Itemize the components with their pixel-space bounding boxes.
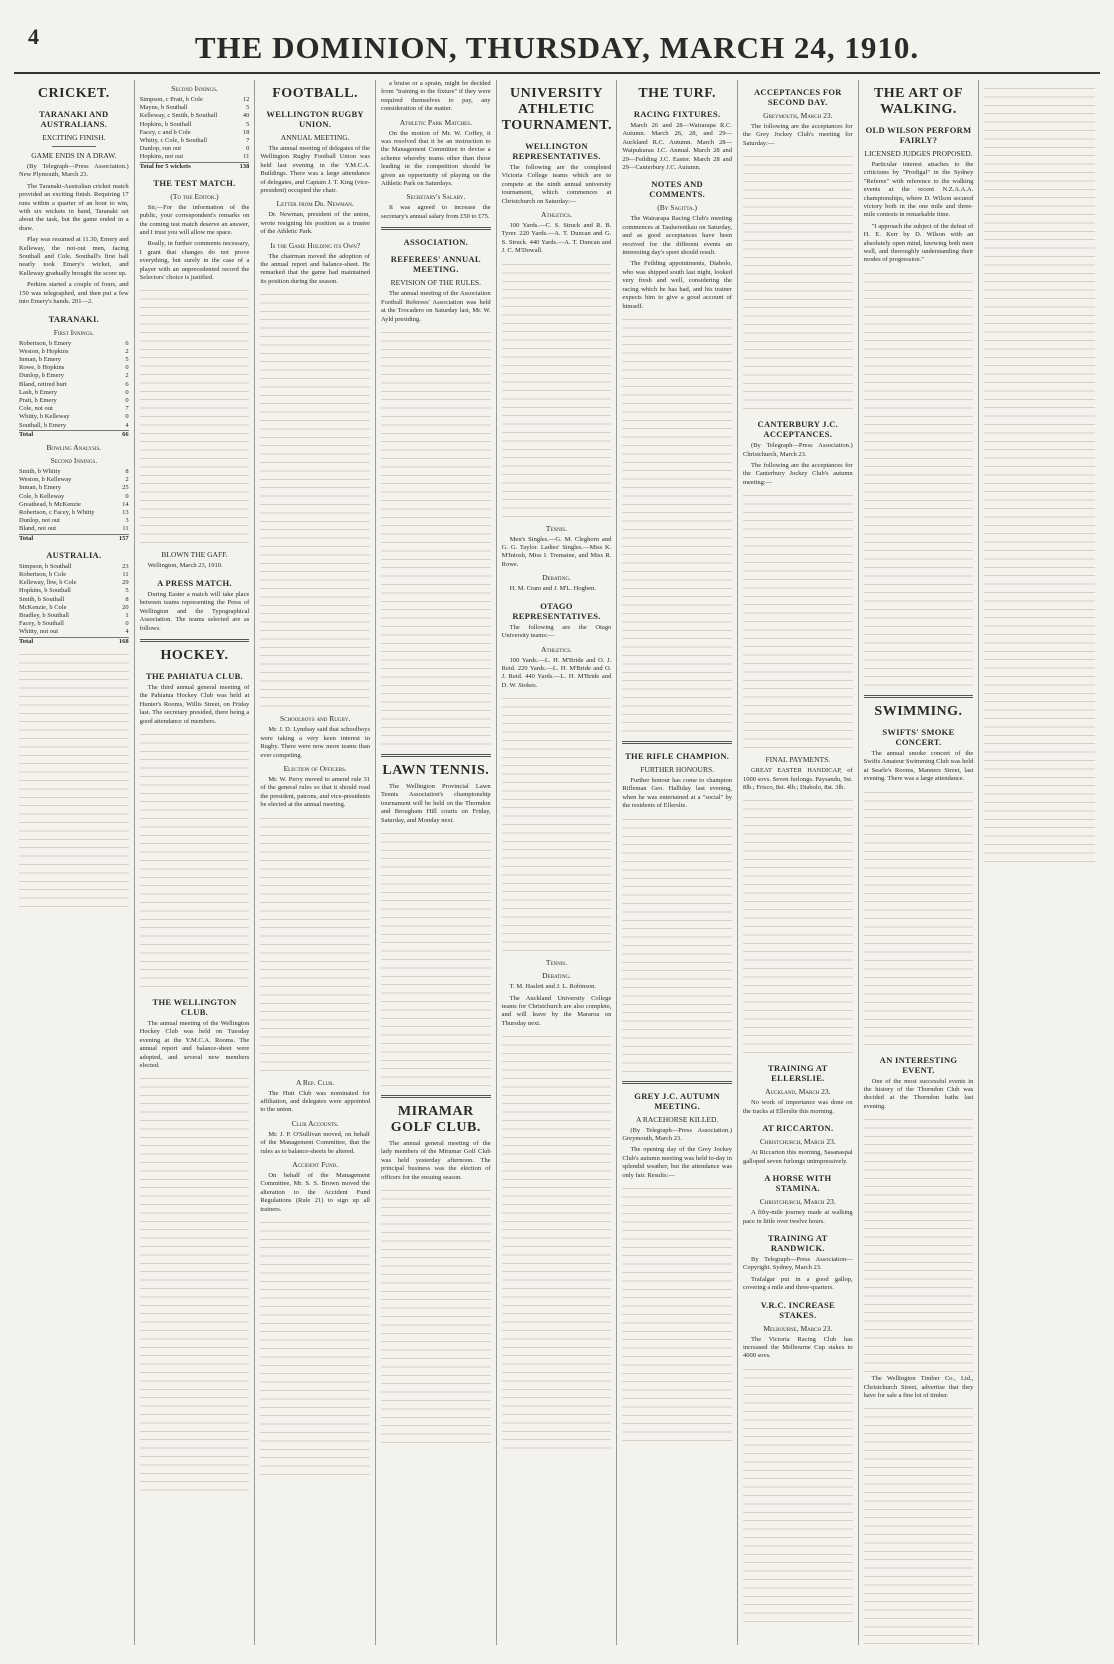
dateline: Melbourne, March 23.	[763, 1323, 833, 1333]
subhead-further-honours: FURTHER HONOURS.	[640, 764, 715, 774]
text-column-continuation	[19, 650, 129, 910]
text-column-continuation	[743, 1365, 853, 1625]
column-4	[376, 80, 497, 1645]
subhead-schoolboys: Schoolboys and Rugby.	[279, 714, 351, 724]
article-paragraph: The Taranaki-Australian cricket match provided an exciting finish. Requiring 17 runs within a quarter of an hour to win, with six wickets in hand, Taranaki set about the task, but the game ended in a draw.	[19, 182, 129, 232]
article-paragraph: During Easter a match will take place between teams representing the Press of Wellington and the Typographical Association. The teams selected are as follows.	[139, 590, 250, 632]
article-paragraph: T. M. Haslett and J. L. Robinson.	[509, 983, 597, 991]
article-paragraph: One of the most successful events in the history of the Thorndon Club was decided at the Thorndon baths last evening.	[863, 1077, 974, 1110]
section-divider	[381, 754, 491, 757]
article-paragraph: No work of importance was done on the tracks at Ellerslie this morning.	[742, 1099, 853, 1115]
article-paragraph: The Wellington Provincial Lawn Tennis Association's championship tournament will be held on the Thorndon and Brougham Hill courts on Friday, Saturday, and Monday next.	[380, 782, 491, 824]
heading-pahiatua-club: THE PAHIATUA CLUB.	[146, 670, 243, 681]
table-row: Whitty, not out 4	[19, 628, 129, 636]
table-row: Bradley, b Southall 1	[19, 611, 129, 619]
heading-australia-scores: AUSTRALIA.	[46, 549, 102, 560]
text-column-continuation	[864, 269, 974, 689]
letter-signoff: BLOWN THE GAFF.	[161, 550, 228, 560]
heading-referees: REFEREES' ANNUAL MEETING.	[390, 254, 481, 275]
column-1	[14, 80, 135, 1645]
section-hockey: HOCKEY.	[160, 647, 229, 663]
text-column-continuation	[743, 796, 853, 1056]
article-paragraph: The opening day of the Grey Jockey Club's autumn meeting was held to-day in splendid weather, but the attendance was only fair. Results:—	[622, 1146, 732, 1179]
article-paragraph: The annual meeting of the Wellington Hockey Club was held on Tuesday evening at the Y.M.C.A. Rooms. The annual report and balance-sheet were adopted, and several new members elected.	[139, 1019, 250, 1069]
article-paragraph: The annual meeting of delegates of the Wellington Rugby Football Union was held last evening in the Y.M.C.A. Buildings. There was a large attendance of delegates, and Captain J. T. King (vice-president) occupied the chair.	[260, 145, 370, 195]
text-column-continuation	[743, 152, 853, 412]
article-paragraph: H. M. Cram and J. M'L. Hogben.	[509, 585, 596, 593]
text-column-continuation	[140, 286, 250, 546]
section-cricket: CRICKET.	[37, 86, 110, 101]
masthead	[14, 22, 1100, 74]
subhead-to-editor: (To the Editor.)	[170, 191, 219, 201]
article-paragraph: 100 Yards.—L. H. M'Bride and O. J. Reid. 220 Yards.—L. H. M'Bride and O. J. Reid. 440 Yards.—L. H. M'Bride and D. W. Stokes.	[501, 656, 612, 689]
text-column-continuation	[622, 815, 732, 1075]
dateline: Christchurch, March 23.	[759, 1137, 836, 1147]
subhead-exciting: EXCITING FINISH.	[42, 133, 106, 142]
text-column-continuation	[984, 84, 1095, 864]
text-column-continuation	[502, 1032, 612, 1452]
heading-rifle-champion: THE RIFLE CHAMPION.	[625, 750, 730, 761]
section-lawn-tennis: LAWN TENNIS.	[382, 762, 490, 778]
table-row: Pratt, b Emery 0	[19, 396, 129, 404]
dateline: Christchurch, March 23.	[759, 1197, 836, 1207]
article-paragraph: The annual smoke concert of the Swifts Amateur Swimming Club was held at Searle's Rooms, Manners Street, last evening. There was a large attendance.	[863, 749, 974, 783]
table-total-row: Total for 5 wickets 138	[139, 162, 250, 170]
section-divider	[140, 639, 250, 642]
subhead-bowling: Bowling Analysis.	[46, 442, 102, 452]
table-total-row: Total 66	[19, 430, 129, 438]
article-paragraph: Men's Singles.—G. M. Cleghorn and G. G. Taylor. Ladies' Singles.—Miss K. M'Intosh, Miss I. Tremaine, and Miss R. Rowe.	[501, 535, 612, 568]
text-column-continuation	[381, 1186, 491, 1446]
article-paragraph: On the motion of Mr. W. Coffey, it was resolved that it be an instruction to the Management Committee to devise a scheme whereby teams other than those leading in the competition should be given an opportunity of playing on the Athletic Park on Saturdays.	[380, 129, 491, 188]
article-paragraph: Trafalgar put in a good gallop, covering a mile and three-quarters.	[742, 1275, 853, 1292]
text-column-continuation	[622, 1184, 732, 1444]
text-column-continuation	[260, 1218, 370, 1478]
text-column-continuation	[864, 1404, 974, 1645]
subhead-rep-club: A Rep. Club.	[295, 1077, 335, 1087]
table-row: Cole, b Kelleway 0	[19, 492, 129, 500]
article-paragraph: The chairman moved the adoption of the annual report and balance-sheet. He remarked that the game had maintained its position during the season.	[260, 252, 370, 285]
table-row: Robertson, b Emery 6	[19, 339, 129, 347]
section-divider	[381, 1095, 491, 1098]
table-row: Mayne, b Southall 5	[139, 104, 250, 112]
article-paragraph: The Feilding appointments, Diabolo, who was shipped south last night, looked very fresh and well, considering the racing which he has had, and his trainer expects him to give a good account of himself.	[622, 260, 732, 310]
column-6	[617, 80, 738, 1645]
article-paragraph: It was agreed to increase the secretary's annual salary from £50 to £75.	[380, 204, 491, 220]
subhead-racehorse-killed: A RACEHORSE KILLED.	[636, 1114, 719, 1124]
table-row: Bland, retired hurt 6	[19, 380, 129, 388]
article-paragraph: The following are the acceptances for the Canterbury Jockey Club's autumn meeting:—	[742, 462, 853, 486]
subhead-otago-tennis: Tennis.	[545, 958, 568, 968]
section-divider	[622, 741, 732, 744]
byline: By Telegraph—Press Association—Copyright. Sydney, March 23.	[742, 1255, 853, 1272]
table-row: Hopkins, b Southall 5	[19, 587, 129, 595]
table-row: Rowe, b Hopkins 0	[19, 364, 129, 372]
article-paragraph: GREAT EASTER HANDICAP, of 1000 sovs. Seven furlongs. Paysandu, 9st. 8lb.; Frisco, 8st. 4lb.; Diabolo, 8st. 3lb.	[742, 767, 853, 792]
section-swimming: SWIMMING.	[874, 703, 963, 719]
table-row: Southall, b Emery 4	[19, 421, 129, 429]
page-number: 4	[28, 24, 39, 49]
heading-canterbury: CANTERBURY J.C. ACCEPTANCES.	[757, 419, 839, 440]
subhead-licensed-judges: LICENSED JUDGES PROPOSED.	[864, 149, 973, 158]
text-column-continuation	[260, 290, 370, 710]
text-column-continuation	[622, 315, 732, 735]
article-paragraph: Sir,—For the information of the public, your correspondent's remarks on the coming test match deserve an answer, and I trust you will allow me space.	[139, 203, 250, 237]
article-paragraph: Really, in further comments necessary, I grant that changes do not prove everything, but surely in the case of a player with an unprecedented record the Selectors' choice is justified.	[139, 240, 250, 282]
table-row: Kelleway, lbw, b Cole 29	[19, 579, 129, 587]
table-row: Inman, b Emery 25	[19, 484, 129, 492]
heading-otago: OTAGO REPRESENTATIVES.	[512, 600, 601, 621]
subhead-draw: GAME ENDS IN A DRAW.	[31, 151, 117, 160]
subhead-annual-meeting: ANNUAL MEETING.	[280, 133, 350, 142]
table-row: Whitty, b Kelleway 0	[19, 413, 129, 421]
article-paragraph: The Victoria Racing Club has increased the Melbourne Cup stakes to 4000 sovs.	[742, 1335, 853, 1360]
heading-riccarton: AT RICCARTON.	[762, 1123, 834, 1134]
section-divider	[864, 695, 974, 698]
table-row: Whitty, c Cole, b Southall 7	[139, 137, 250, 145]
columns	[14, 80, 1100, 1645]
table-total-row: Total 157	[19, 534, 129, 542]
article-paragraph: The annual meeting of the Association Football Referees' Association was held at the Trocadero on Saturday last, Mr. W. Ayld presiding.	[380, 290, 491, 323]
heading-racing-fixtures: RACING FIXTURES.	[633, 109, 721, 119]
text-column-continuation	[260, 814, 370, 1074]
subhead-letter: Letter from Dr. Newman.	[276, 199, 354, 209]
subhead-debating: Debating.	[542, 573, 571, 583]
table-row: Lash, b Emery 0	[19, 388, 129, 396]
table-row: Simpson, c Pratt, b Cole 12	[139, 96, 250, 103]
table-row: Dunlop, run out 0	[139, 145, 250, 153]
table-row: Hopkins, b Southall 5	[139, 120, 250, 128]
table-row: Weston, b Kelleway 2	[19, 476, 129, 484]
byline: (By Telegraph—Press Association.) Christchurch, March 23.	[742, 442, 853, 458]
subhead-second-innings: Second Innings.	[171, 84, 218, 93]
table-row: Inman, b Emery 5	[19, 355, 129, 363]
text-column-continuation	[864, 1115, 974, 1375]
subhead-by-sagitta: (By Sagitta.)	[657, 203, 698, 213]
article-paragraph: Mr. W. Perry moved to amend rule 31 of the general rules so that it should read the president, patrons, and vice-presidents be elected at the annual meeting.	[260, 775, 370, 809]
dateline: Greymouth, March 23.	[763, 111, 833, 120]
headline-wellington-reps: WELLINGTON REPRESENTATIVES.	[512, 141, 601, 161]
column-5	[497, 80, 618, 1645]
table-row: Dunlop, not out 3	[19, 517, 129, 525]
subhead-athletic-park: Athletic Park Matches.	[399, 117, 472, 127]
article-paragraph: Play was resumed at 11.30, Emery and Kelleway, the not-out men, facing Southall and Cole. Southall's first ball nearly took Emery's wicket, and Kelleway gradually brought the score up.	[19, 236, 129, 277]
subhead-second-innings: Second Innings.	[50, 455, 98, 465]
section-university-athletic: UNIVERSITY ATHLETIC TOURNAMENT.	[501, 86, 613, 133]
heading-randwick: TRAINING AT RANDWICK.	[768, 1232, 828, 1253]
text-column-continuation	[743, 491, 853, 751]
scorecard-australia-second	[140, 96, 250, 171]
subhead-game: Is the Game Holding its Own?	[270, 240, 361, 250]
text-column-continuation	[502, 694, 612, 954]
table-row: Smith, b Whitty 8	[19, 467, 129, 475]
heading-vrc: V.R.C. INCREASE STAKES.	[760, 1299, 835, 1320]
heading-association: ASSOCIATION.	[403, 237, 469, 248]
subhead-otago-debating: Debating.	[542, 971, 571, 981]
heading-interesting-event: AN INTERESTING EVENT.	[879, 1054, 958, 1075]
column-3	[255, 80, 376, 1645]
column-8	[859, 80, 980, 1645]
text-column-continuation	[864, 788, 974, 1048]
column-2	[135, 80, 256, 1645]
table-row: McKenzie, b Cole 20	[19, 603, 129, 611]
section-football: FOOTBALL.	[272, 86, 359, 101]
heading-grey-jc: GREY J.C. AUTUMN MEETING.	[634, 1090, 721, 1111]
column-9-margin	[979, 80, 1100, 1645]
byline: (By Telegraph—Press Association.) New Plymouth, March 23.	[19, 163, 129, 179]
article-paragraph: 100 Yards.—C. S. Struck and R. B. Tyrer. 220 Yards.—A. T. Duncan and G. S. Struck. 440 Yards.—A. T. Duncan and J. C. M'Dowall.	[501, 222, 612, 255]
heading-wellington-club: THE WELLINGTON CLUB.	[152, 996, 237, 1017]
table-row: Smith, b Southall 8	[19, 595, 129, 603]
section-turf: THE TURF.	[638, 86, 716, 101]
table-row: Dunlop, b Emery 2	[19, 372, 129, 380]
table-row: Kelleway, c Smith, b Southall 40	[139, 112, 250, 120]
table-row: Weston, b Hopkins 2	[19, 347, 129, 355]
section-divider	[381, 227, 491, 230]
article-paragraph: The Auckland University College teams for Christchurch are also complete, and will leave by the Mararoa on Thursday next.	[501, 994, 612, 1027]
subhead-secretary-salary: Secretary's Salary.	[406, 192, 466, 202]
text-column-continuation	[140, 730, 250, 990]
article-paragraph: Perkins started a couple of fours, and 150 was telegraphed, and then put a few into Emery's hands. 201—2.	[19, 281, 129, 306]
text-column-continuation	[502, 260, 612, 520]
subhead-otago-athletics: Athletics.	[541, 644, 572, 654]
article-paragraph: A fifty-mile journey made at walking pace in little over twelve hours.	[742, 1209, 853, 1225]
scorecard-taranaki-second	[19, 468, 129, 543]
article-paragraph: March 26 and 28—Wairarapa R.C. Autumn. March 26, 28, and 29—Auckland R.C. Autumn. March 28—Waipukurau J.C. Annual. March 28 and 29—Feilding J.C. Easter. March 28 and 29—Canterbury J.C. Autumn.	[622, 122, 732, 172]
table-row: Bland, not out 11	[19, 525, 129, 533]
divider	[52, 146, 96, 147]
subhead-revision: REVISION OF THE RULES.	[390, 278, 481, 288]
table-row: Cole, not out 7	[19, 405, 129, 413]
heading-stamina: A HORSE WITH STAMINA.	[764, 1173, 832, 1194]
subhead-final-payments: FINAL PAYMENTS.	[765, 755, 831, 765]
article-paragraph: a bruise or a sprain, might be decided from "training to the fixture" if they were required themselves to pay, any consideration of the matter.	[380, 80, 491, 113]
dateline: Auckland, March 23.	[765, 1087, 831, 1097]
table-row: Hopkins, not out 11	[139, 153, 250, 161]
subhead-tennis: Tennis.	[545, 523, 568, 533]
article-paragraph: Dr. Newman, president of the union, wrote resigning his position as a trustee of the Athletic Park.	[260, 211, 370, 236]
masthead-title: THE DOMINION, THURSDAY, MARCH 24, 1910.	[194, 30, 920, 65]
article-paragraph: The following are the completed Victoria College teams which are to compete at the ninth annual university tournament, which commences at Christchurch on Saturday:—	[501, 164, 612, 205]
byline: (By Telegraph—Press Association.) Greymouth, March 23.	[622, 1126, 732, 1142]
scorecard-australia-first	[19, 563, 129, 646]
scorecard-taranaki-first	[19, 340, 129, 439]
article-paragraph: The following are the acceptances for the Grey Jockey Club's meeting for Saturday:—	[742, 123, 853, 147]
article-paragraph: At Riccarton this morning, Sasanaspal galloped seven furlongs unimpressively.	[742, 1149, 853, 1165]
headline-wilson: OLD WILSON PERFORM FAIRLY?	[865, 125, 972, 145]
article-paragraph: The following are the Otago University teams:—	[501, 623, 612, 640]
article-paragraph: On behalf of the Management Committee, Mr. S. S. Brown moved the alteration to the Accident Fund Regulations (Rule 21) to sign up all trainers.	[260, 1171, 370, 1213]
subhead-officers: Election of Officers.	[283, 763, 347, 773]
section-miramar-golf: MIRAMAR GOLF CLUB.	[390, 1103, 481, 1135]
article-paragraph: The Wellington Timber Co., Ltd., Christchurch Street, advertise that they have for sale a fine lot of timber.	[863, 1375, 974, 1399]
heading-taranaki-scores: TARANAKI.	[48, 313, 100, 324]
article-paragraph: Mr. J. D. Lyndsay said that schoolboys were taking a very keen interest in Rugby. There were now more teams than ever competing.	[260, 726, 370, 759]
article-paragraph: Particular interest attaches to the criticisms by "Prodigal" in the Sydney "Referee" with reference to the walking events at the recent N.Z.A.A.A. championships, where D. Wilson secured victory both in the one mile and three-mile contests in remarkable time.	[863, 161, 974, 219]
article-paragraph: Further honour has come to champion Rifleman Geo. Halliday last evening, when he was entertained at a "social" by the residents of Ellerslie.	[622, 776, 732, 810]
heading-swifts-concert: SWIFTS' SMOKE CONCERT.	[882, 726, 955, 747]
heading-press-match: A PRESS MATCH.	[157, 577, 232, 588]
subhead-athletics: Athletics.	[541, 210, 572, 220]
headline-taranaki: TARANAKI AND AUSTRALIANS.	[39, 109, 109, 129]
article-paragraph: The third annual general meeting of the Pahiatua Hockey Club was held at Hunter's Rooms, Willis Street, on Friday last. The secretary presided, there being a good attendance of members.	[139, 683, 250, 725]
table-row: Robertson, b Cole 11	[19, 570, 129, 578]
table-row: Facey, b Southall 0	[19, 620, 129, 628]
section-divider	[622, 1081, 732, 1084]
column-7	[738, 80, 859, 1645]
subhead-accident-fund: Accident Fund.	[292, 1159, 339, 1169]
heading-acceptances: ACCEPTANCES FOR SECOND DAY.	[753, 87, 842, 107]
subhead-club-accounts: Club Accounts.	[291, 1118, 339, 1128]
table-total-row: Total 168	[19, 637, 129, 645]
section-art-of-walking: THE ART OF WALKING.	[873, 86, 964, 117]
table-row: Simpson, b Southall 23	[19, 562, 129, 570]
article-paragraph: The Wairarapa Racing Club's meeting commences at Tauherenikau on Saturday, and as good acceptances have been received for the different events an interesting day's sport should result.	[622, 215, 732, 257]
heading-ellerslie: TRAINING AT ELLERSLIE.	[768, 1063, 828, 1084]
text-column-continuation	[381, 328, 491, 748]
heading-notes: NOTES AND COMMENTS.	[649, 179, 706, 200]
article-paragraph: Mr. J. P. O'Sullivan moved, on behalf of the Management Committee, that the rules as to balance-sheets be altered.	[260, 1130, 370, 1155]
subhead-first-innings: First Innings.	[53, 327, 94, 337]
text-column-continuation	[140, 1074, 250, 1494]
table-row: Greathead, b McKenzie 14	[19, 500, 129, 508]
letter-place-date: Wellington, March 23, 1910.	[147, 562, 223, 570]
headline-rugby-union: WELLINGTON RUGBY UNION.	[266, 109, 364, 129]
table-row: Robertson, c Facey, b Whitty 13	[19, 508, 129, 516]
article-paragraph: The annual general meeting of the lady members of the Miramar Golf Club was held yesterday afternoon. The principal business was the election of officers for the ensuing season.	[380, 1139, 491, 1181]
article-paragraph: "I approach the subject of the defeat of H. E. Kerr by D. Wilson with an absolutely open mind, knowing both men well, and thoroughly understanding their modes of progression."	[863, 222, 974, 264]
heading-test-match: THE TEST MATCH.	[153, 177, 236, 188]
text-column-continuation	[381, 829, 491, 1089]
table-row: Facey, c and b Cole 18	[139, 128, 250, 136]
article-paragraph: The Hutt Club was nominated for affiliation, and delegates were appointed to the union.	[260, 1089, 370, 1114]
